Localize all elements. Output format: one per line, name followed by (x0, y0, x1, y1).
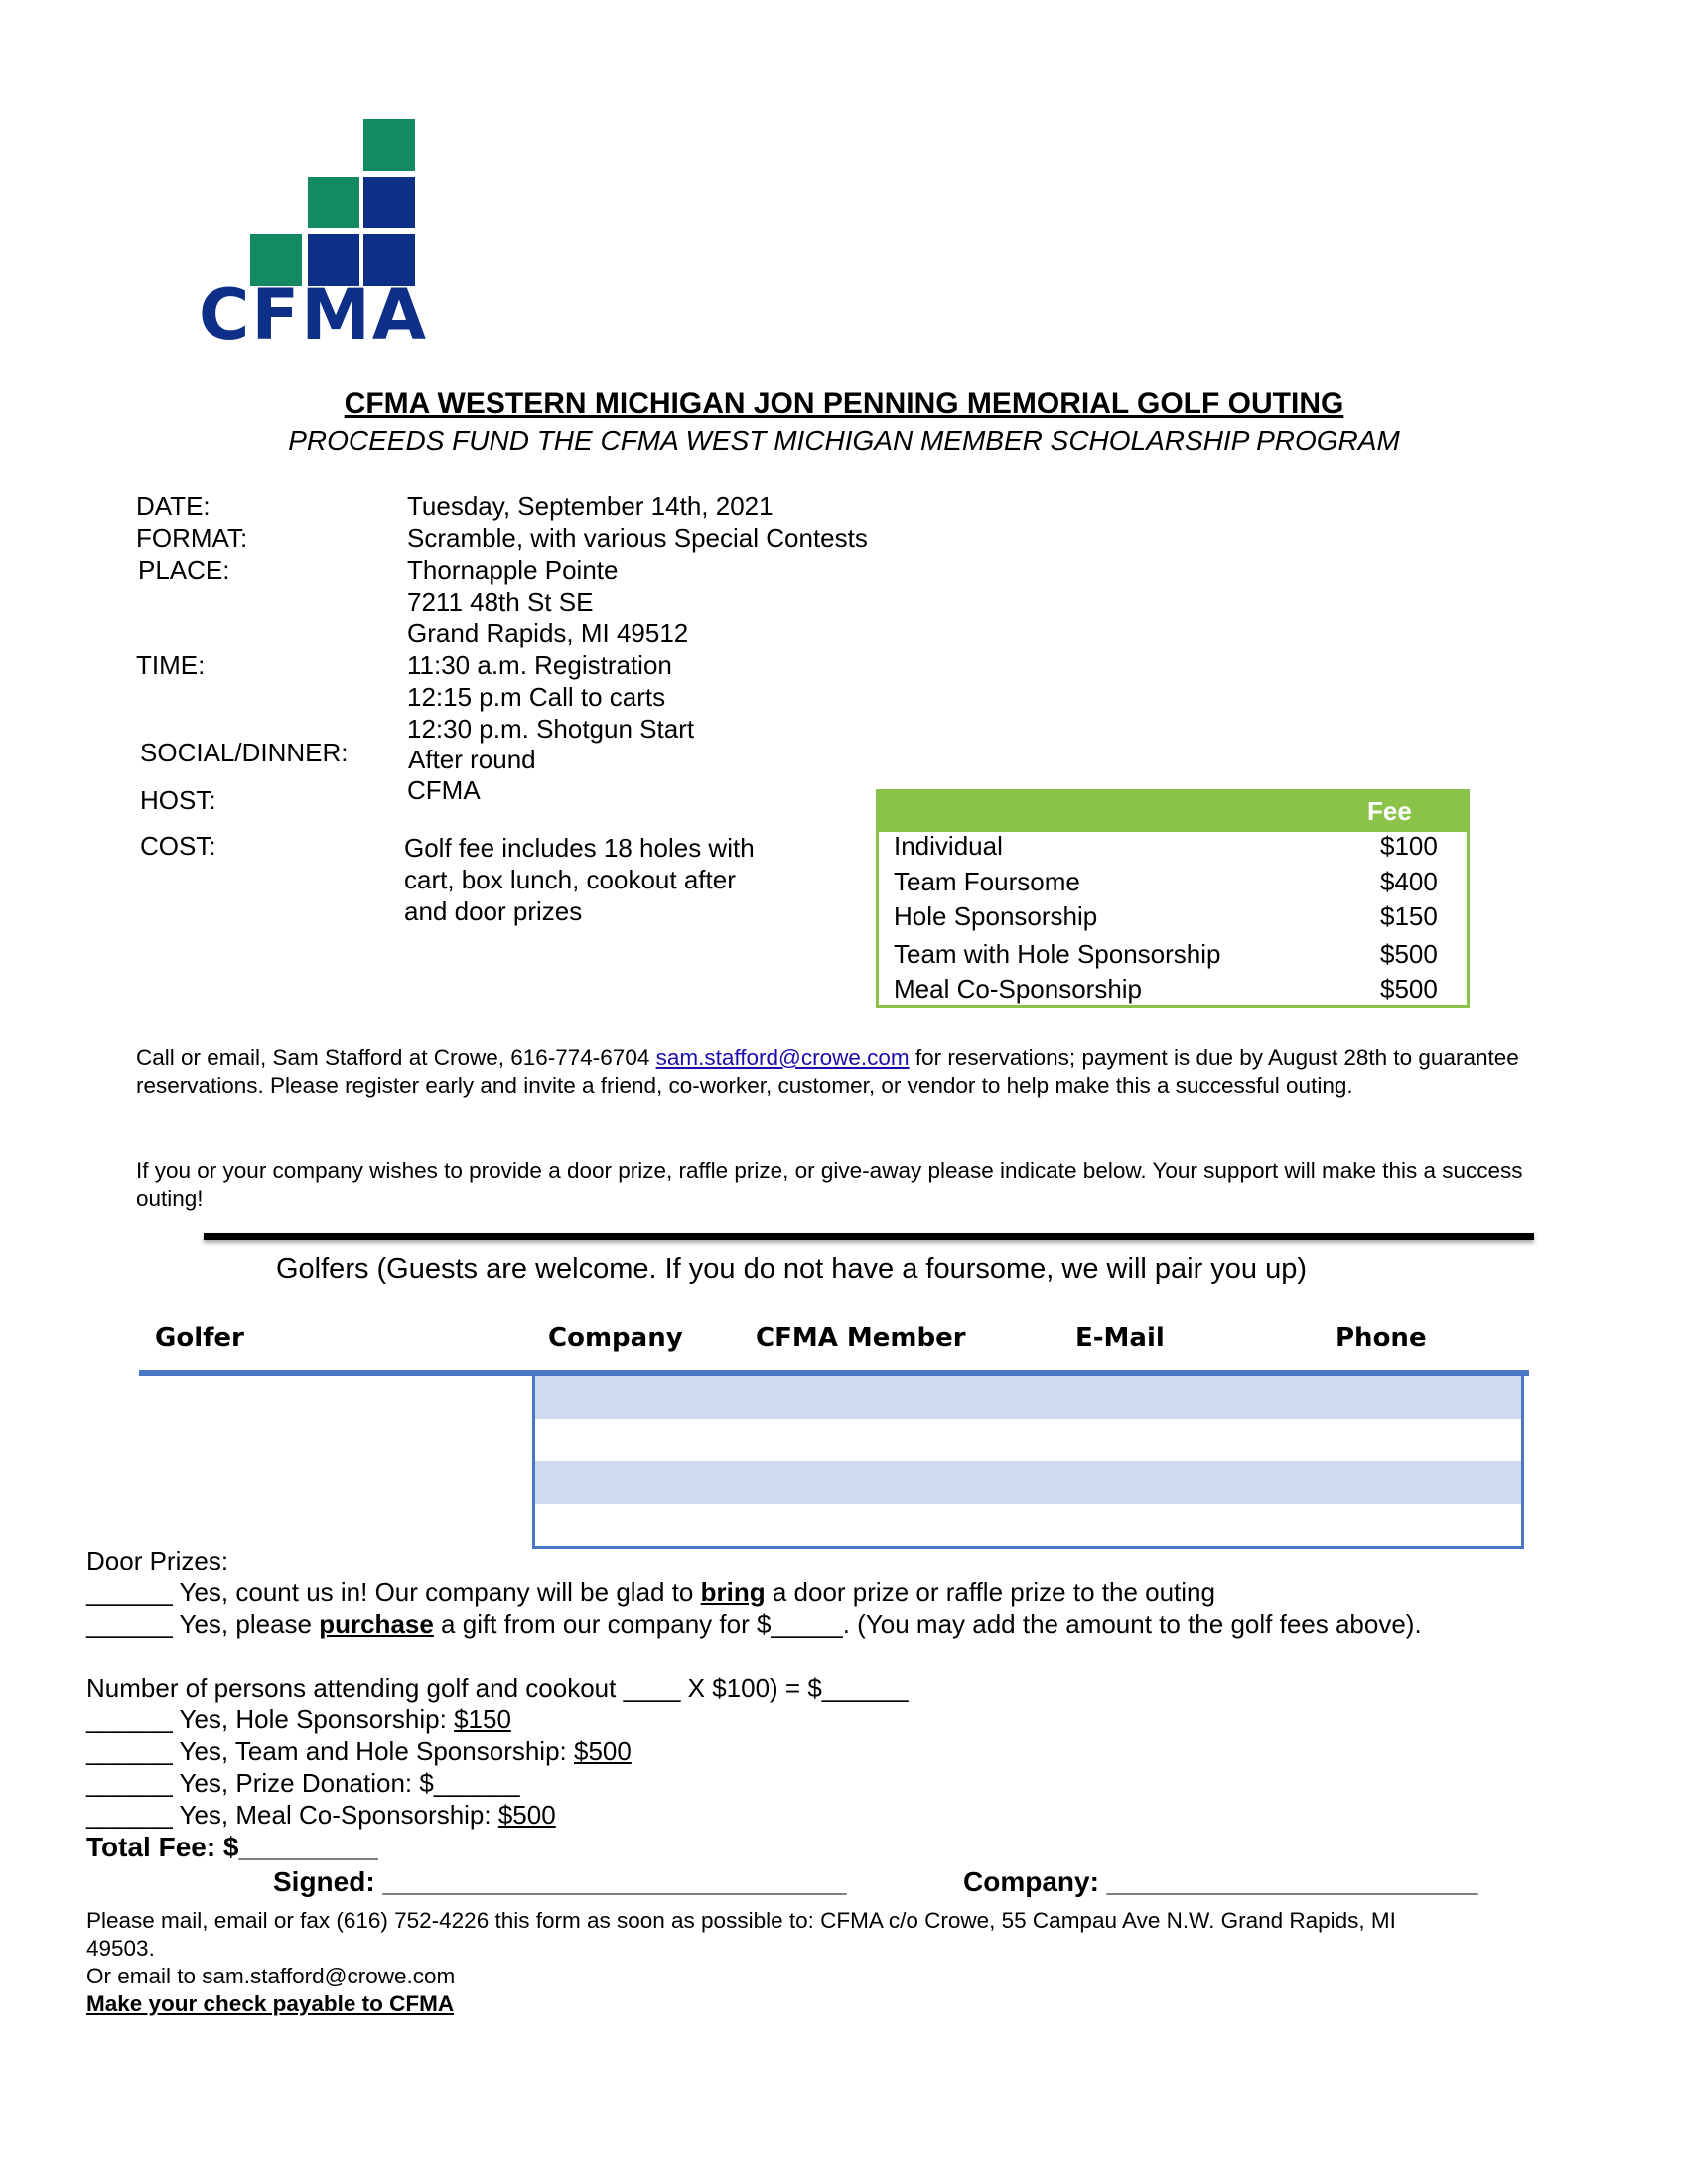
fee-price: $500 (1380, 974, 1438, 1004)
time-line: 12:30 p.m. Shotgun Start (407, 714, 695, 744)
hole-sponsorship-option (86, 1704, 511, 1735)
time-line: 11:30 a.m. Registration (407, 650, 672, 680)
email-instructions: Or email to sam.stafford@crowe.com (86, 1964, 456, 1988)
social-value: After round (408, 745, 536, 774)
fee-name: Meal Co-Sponsorship (894, 974, 1143, 1004)
format-label: FORMAT: (136, 523, 248, 553)
fee-name: Hole Sponsorship (894, 901, 1098, 931)
column-header-phone: Phone (1336, 1323, 1427, 1353)
fee-name: Team with Hole Sponsorship (894, 939, 1221, 969)
table-row[interactable] (535, 1376, 1521, 1419)
golfers-caption: Golfers (Guests are welcome. If you do not have a foursome, we will pair you up) (276, 1253, 1308, 1285)
logo-wordmark: CFMA (199, 274, 429, 355)
door-prize-note: If you or your company wishes to provide a door prize, raffle prize, or give-away please indicate below. Your support will make this a success outing! (136, 1159, 1523, 1211)
total-fee-line: Total Fee: $_________ (86, 1832, 378, 1862)
place-line: Thornapple Pointe (407, 555, 619, 585)
option-text: a door prize or raffle prize to the outing (765, 1577, 1215, 1607)
fee-price: $400 (1380, 867, 1438, 896)
fee-price: $500 (1380, 939, 1438, 969)
contact-text: Call or email, Sam Stafford at Crowe, 616-774-6704 (136, 1045, 656, 1070)
column-header-email: E-Mail (1075, 1323, 1165, 1353)
door-prize-option-purchase (86, 1608, 1422, 1640)
fee-row (894, 974, 1455, 1008)
fee-price: $150 (1380, 901, 1438, 931)
option-amount: $500 (574, 1736, 632, 1766)
option-text: ______ Yes, Team and Hole Sponsorship: (86, 1736, 574, 1766)
column-header-golfer: Golfer (155, 1323, 244, 1353)
option-text: a gift from our company for $_____. (You may add the amount to the golf fees above). (433, 1609, 1422, 1639)
format-value: Scramble, with various Special Contests (407, 523, 868, 553)
option-text: ______ Yes, Hole Sponsorship: (86, 1705, 455, 1734)
social-label: SOCIAL/DINNER: (140, 738, 349, 767)
place-line: Grand Rapids, MI 49512 (407, 618, 689, 648)
option-amount: $150 (454, 1705, 511, 1734)
fee-row (894, 831, 1455, 865)
column-header-cfma-member: CFMA Member (756, 1323, 966, 1353)
place-line: 7211 48th St SE (407, 587, 594, 616)
team-hole-sponsorship-option (86, 1735, 632, 1767)
fee-table-header (879, 792, 1467, 832)
contact-paragraph (136, 1044, 1546, 1100)
page-subtitle: PROCEEDS FUND THE CFMA WEST MICHIGAN MEMBER SCHOLARSHIP PROGRAM (288, 425, 1400, 456)
date-value: Tuesday, September 14th, 2021 (407, 491, 774, 521)
prize-donation-option: ______ Yes, Prize Donation: $______ (86, 1768, 520, 1798)
contact-text: for reservations; payment is due by August 28th to guarantee reservations. Please register early and invite a friend, co-worker, customer, or vendor to help make this a successful outing. (136, 1045, 1519, 1098)
section-divider (204, 1233, 1534, 1240)
check-payable-note: Make your check payable to CFMA (86, 1991, 455, 2016)
option-text: ______ Yes, count us in! Our company will be glad to (86, 1577, 701, 1607)
cost-label: COST: (140, 831, 216, 861)
fee-column-header: Fee (1367, 796, 1412, 826)
logo-square (363, 119, 415, 171)
host-label: HOST: (140, 785, 216, 815)
option-emphasis: bring (700, 1577, 766, 1607)
persons-attending-line: Number of persons attending golf and cookout ____ X $100) = $______ (86, 1673, 909, 1703)
time-label: TIME: (136, 650, 206, 680)
fee-table (876, 789, 1470, 1008)
golfers-entry-grid[interactable] (532, 1376, 1524, 1549)
logo-square (308, 177, 359, 228)
door-prizes-heading: Door Prizes: (86, 1546, 229, 1575)
logo-square (363, 177, 415, 228)
fee-row (894, 901, 1455, 935)
option-text: ______ Yes, please (86, 1609, 320, 1639)
option-emphasis: purchase (319, 1609, 434, 1639)
host-value: CFMA (407, 775, 481, 805)
fee-name: Team Foursome (894, 867, 1080, 896)
option-amount: $500 (497, 1800, 556, 1830)
page-title: CFMA WESTERN MICHIGAN JON PENNING MEMORIAL GOLF OUTING (344, 387, 1344, 420)
fee-row (894, 939, 1455, 973)
cost-line: Golf fee includes 18 holes with (404, 833, 755, 863)
cost-line: cart, box lunch, cookout after (404, 865, 736, 894)
column-header-company: Company (548, 1323, 683, 1353)
fee-price: $100 (1380, 831, 1438, 861)
table-row[interactable] (535, 1461, 1521, 1504)
date-label: DATE: (136, 491, 211, 521)
place-label: PLACE: (138, 555, 230, 585)
time-line: 12:15 p.m Call to carts (407, 682, 666, 712)
cost-line: and door prizes (404, 896, 583, 926)
door-prize-option-bring (86, 1576, 1215, 1608)
fee-name: Individual (894, 831, 1003, 861)
meal-co-sponsorship-option (86, 1799, 556, 1831)
mail-instructions: Please mail, email or fax (616) 752-4226 this form as soon as possible to: CFMA c/o Crowe, 55 Campau Ave N.W. Grand Rapids, MI 49503. (86, 1908, 1396, 1961)
signed-line: Signed: ______________________________ (273, 1866, 847, 1897)
fee-row (894, 867, 1455, 900)
company-line: Company: ________________________ (963, 1866, 1478, 1897)
contact-email-link[interactable]: sam.stafford@crowe.com (655, 1045, 910, 1070)
option-text: ______ Yes, Meal Co-Sponsorship: (86, 1800, 498, 1830)
